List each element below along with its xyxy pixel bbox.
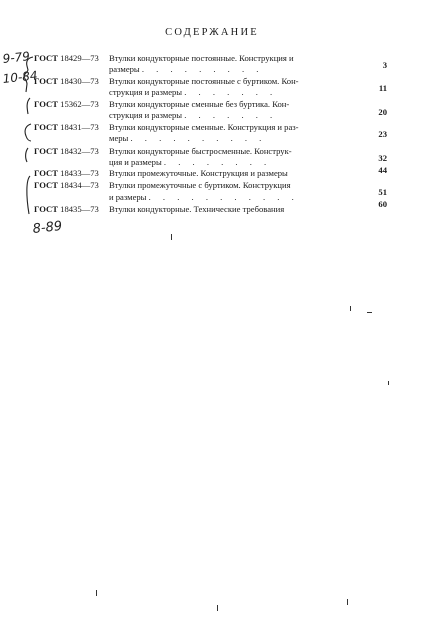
handwritten-note-1: 9-79 <box>2 49 31 66</box>
scan-speck <box>388 381 389 385</box>
toc-title-3: Втулки кондукторные сменные без буртика. Кон- <box>109 99 290 109</box>
toc-title-4: Втулки кондукторные сменные. Конструкция и раз- <box>109 122 299 132</box>
toc-title-5-cont: ция и размеры . . . . . . . . <box>109 157 272 167</box>
toc-gost-8: ГОСТ 18435—73 <box>34 204 99 214</box>
toc-gost-4: ГОСТ 18431—73 <box>34 122 99 132</box>
toc-title-2: Втулки кондукторные постоянные с буртиком. Кон- <box>109 76 299 86</box>
handwritten-note-2: 10-84 <box>2 68 39 86</box>
scan-speck <box>217 605 218 611</box>
toc-page-3: 20 <box>378 107 387 117</box>
toc-page-8: 60 <box>378 199 387 209</box>
toc-title-6: Втулки промежуточные. Конструкция и размеры <box>109 168 288 178</box>
scan-speck <box>171 234 172 240</box>
toc-page-2: 11 <box>378 83 387 93</box>
toc-page-6: 44 <box>378 165 387 175</box>
toc-gost-1: ГОСТ 18429—73 <box>34 53 99 63</box>
toc-gost-2: ГОСТ 18430—73 <box>34 76 99 86</box>
scan-speck <box>347 599 348 605</box>
scan-speck <box>350 306 351 311</box>
toc-title-4-cont: меры . . . . . . . . . . <box>109 133 267 143</box>
toc-gost-7: ГОСТ 18434—73 <box>34 180 99 190</box>
page-title: СОДЕРЖАНИЕ <box>165 27 259 38</box>
toc-page-5: 32 <box>378 153 387 163</box>
handwritten-note-3: 8-89 <box>32 218 63 237</box>
scan-speck <box>96 590 97 596</box>
toc-title-5: Втулки кондукторные быстросменные. Конструк- <box>109 146 292 156</box>
toc-title-1-cont: размеры . . . . . . . . . <box>109 64 264 74</box>
toc-gost-5: ГОСТ 18432—73 <box>34 146 99 156</box>
toc-title-7-cont: и размеры . . . . . . . . . . . <box>109 192 299 202</box>
toc-title-3-cont: струкция и размеры . . . . . . . <box>109 110 278 120</box>
toc-page-1: 3 <box>382 60 387 70</box>
toc-page-7: 51 <box>378 187 387 197</box>
toc-gost-3: ГОСТ 15362—73 <box>34 99 99 109</box>
scan-speck <box>367 312 372 313</box>
toc-title-8: Втулки кондукторные. Технические требования <box>109 204 285 214</box>
toc-title-1: Втулки кондукторные постоянные. Конструкция и <box>109 53 294 63</box>
toc-title-2-cont: струкция и размеры . . . . . . . <box>109 87 278 97</box>
toc-page-4: 23 <box>378 129 387 139</box>
toc-title-7: Втулки промежуточные с буртиком. Конструкция <box>109 180 291 190</box>
toc-gost-6: ГОСТ 18433—73 <box>34 168 99 178</box>
